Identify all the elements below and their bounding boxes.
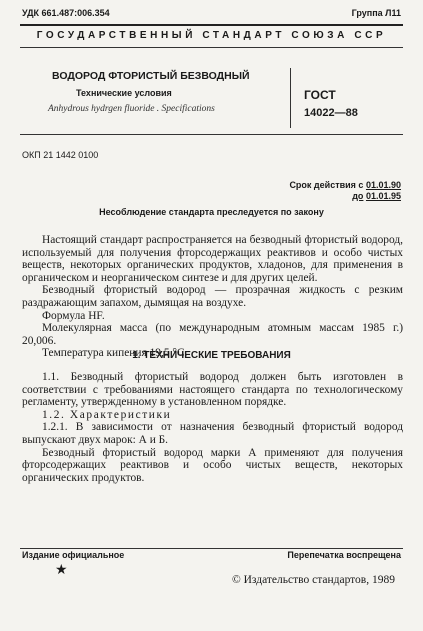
legal-notice: Несоблюдение стандарта преследуется по закону [99, 207, 324, 217]
title-block-rule [20, 134, 403, 135]
banner-rule [20, 47, 403, 48]
validity-to: 01.01.95 [365, 191, 401, 201]
english-title: Anhydrous hydrgen fluoride . Specifications [48, 104, 215, 114]
reprint-prohibited-label: Перепечатка воспрещена [287, 550, 401, 560]
title-divider [290, 68, 291, 128]
intro-paragraph-molar-mass: Молекулярная масса (по международным атомным массам 1985 г.) 20,006. [22, 322, 403, 347]
section-1-body [22, 371, 403, 484]
group-code: Группа Л11 [351, 8, 401, 18]
document-subtitle: Технические условия [76, 88, 172, 98]
star-icon: ★ [55, 563, 68, 578]
copyright-notice: © Издательство стандартов, 1989 [231, 574, 395, 586]
clause-1-2-1: 1.2.1. В зависимости от назначения безводный фтористый водород выпускают двух марок: А и Б. [22, 421, 403, 446]
clause-1-2: 1.2. Характеристики [42, 408, 172, 421]
state-standard-banner: ГОСУДАРСТВЕННЫЙ СТАНДАРТ СОЮЗА ССР [36, 30, 387, 41]
intro-paragraph-description: Безводный фтористый водород — прозрачная жидкость с резким раздражающим запахом, дымящая на воздухе. [22, 284, 403, 309]
clause-1-1: 1.1. Безводный фтористый водород должен быть изготовлен в соответствии с требованиями настоящего стандарта по технологическому регламенту, утвержденному в установленном порядке. [22, 371, 403, 409]
validity-period [289, 180, 401, 202]
document-title: ВОДОРОД ФТОРИСТЫЙ БЕЗВОДНЫЙ [52, 70, 250, 82]
udk-code: УДК 661.487:006.354 [22, 8, 110, 18]
section-heading: 1. ТЕХНИЧЕСКИЕ ТРЕБОВАНИЯ [132, 350, 291, 361]
intro-paragraph-boiling-point: Температура кипения 19,5 °С. [42, 347, 188, 360]
validity-to-label: до [352, 191, 364, 201]
validity-label: Срок действия с [289, 180, 364, 190]
gost-number: 14022—88 [304, 107, 358, 119]
clause-grade-a: Безводный фтористый водород марки А применяют для получения фторсодержащих реактивов и особо чистых веществ, некоторых органических продуктов. [22, 446, 403, 484]
official-edition-label: Издание официальное [22, 550, 125, 560]
gost-label: ГОСТ [304, 88, 336, 102]
validity-from: 01.01.90 [365, 180, 401, 190]
top-rule [20, 24, 403, 26]
intro-section [22, 234, 403, 360]
footer-rule [20, 548, 403, 549]
intro-paragraph-scope: Настоящий стандарт распространяется на безводный фтористый водород, используемый для получения фторсодержащих реактивов и особо чистых веществ, некоторых органических продуктов, хладонов, для применения в органическом и неорганическом синтезе и для других целей. [22, 234, 403, 284]
okp-code: ОКП 21 1442 0100 [22, 150, 99, 160]
intro-paragraph-formula: Формула HF. [42, 309, 105, 322]
